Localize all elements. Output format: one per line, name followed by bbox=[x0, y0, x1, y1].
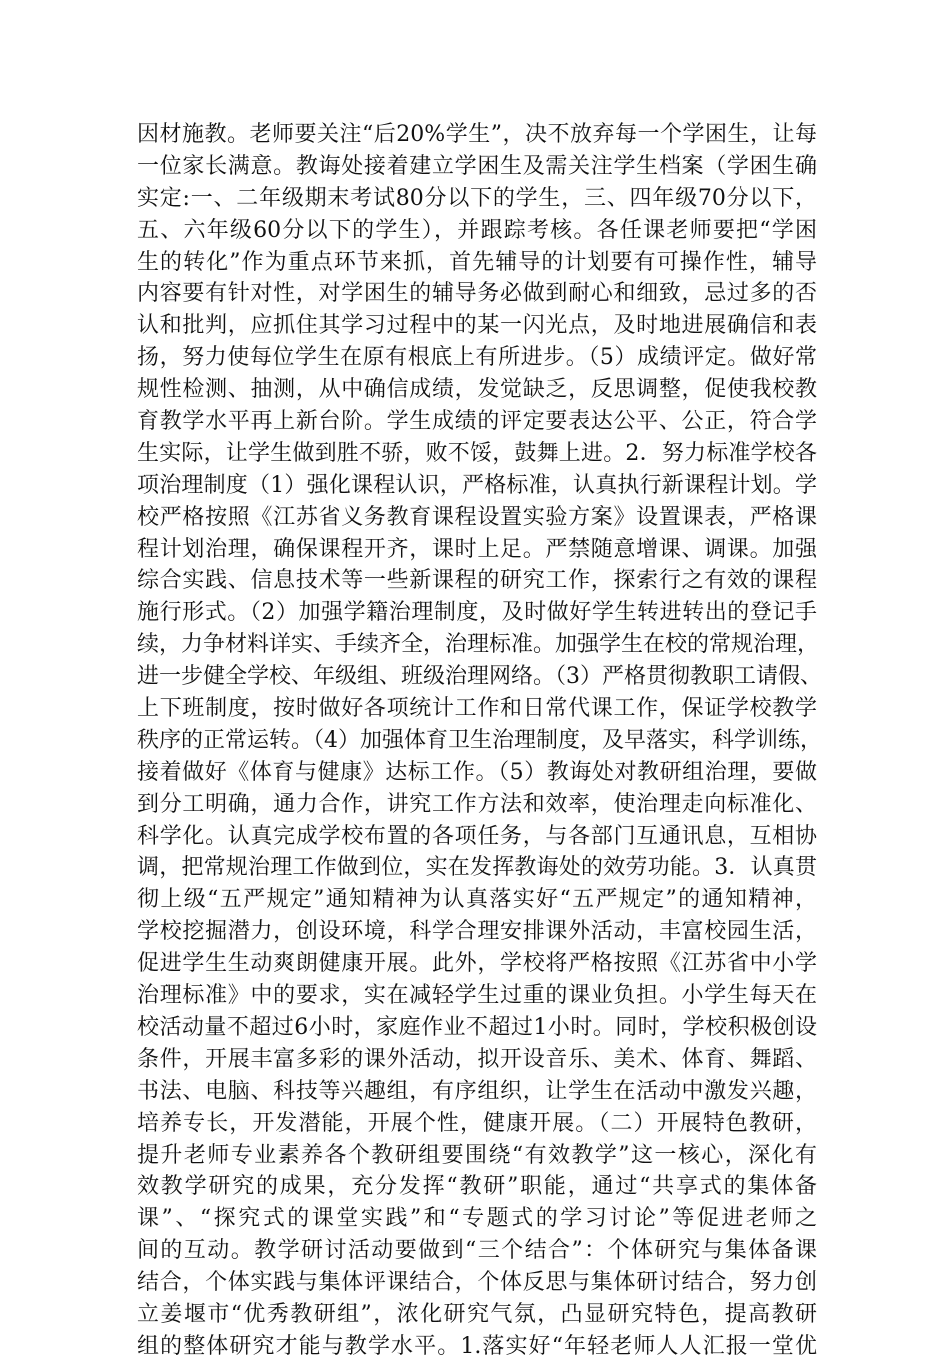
text-line: 科学化。认真完成学校布置的各项任务，与各部门互通讯息，互相协 bbox=[137, 823, 817, 849]
text-line: 生的转化”作为重点环节来抓，首先辅导的计划要有可操作性，辅导 bbox=[137, 249, 817, 275]
text-line: 生实际，让学生做到胜不骄，败不馁，鼓舞上进。2．努力标准学校各 bbox=[137, 440, 817, 466]
text-line: 课”、“探究式的课堂实践”和“专题式的学习讨论”等促进老师之 bbox=[137, 1206, 817, 1232]
text-line: 规性检测、抽测，从中确信成绩，发觉缺乏，反思调整，促使我校教 bbox=[137, 377, 817, 403]
text-line: 立姜堰市“优秀教研组”，浓化研究气氛，凸显研究特色，提高教研 bbox=[137, 1301, 817, 1327]
text-line: 彻上级“五严规定”通知精神为认真落实好“五严规定”的通知精神， bbox=[137, 887, 817, 913]
text-line: 书法、电脑、科技等兴趣组，有序组织，让学生在活动中激发兴趣， bbox=[137, 1078, 817, 1104]
text-line: 实定:一、二年级期末考试80分以下的学生，三、四年级70分以下， bbox=[137, 185, 817, 211]
text-line: 组的整体研究才能与教学水平。1.落实好“年轻老师人人汇报一堂优 bbox=[137, 1333, 817, 1359]
text-line: 治理标准》中的要求，实在减轻学生过重的课业负担。小学生每天在 bbox=[137, 983, 817, 1009]
text-line: 提升老师专业素养各个教研组要围绕“有效教学”这一核心，深化有 bbox=[137, 1142, 817, 1168]
text-line: 程计划治理，确保课程开齐，课时上足。严禁随意增课、调课。加强 bbox=[137, 536, 817, 562]
text-line: 施行形式。（2）加强学籍治理制度，及时做好学生转进转出的登记手 bbox=[137, 600, 817, 626]
text-line: 因材施教。老师要关注“后20%学生”，决不放弃每一个学困生，让每 bbox=[137, 122, 817, 147]
text-line: 内容要有针对性，对学困生的辅导务必做到耐心和细致，忌过多的否 bbox=[137, 281, 817, 307]
text-line: 续，力争材料详实、手续齐全，治理标准。加强学生在校的常规治理， bbox=[137, 632, 820, 658]
text-line: 综合实践、信息技术等一些新课程的研究工作，探索行之有效的课程 bbox=[137, 568, 817, 594]
text-line: 上下班制度，按时做好各项统计工作和日常代课工作，保证学校教学 bbox=[137, 696, 817, 722]
text-line: 五、六年级60分以下的学生），并跟踪考核。各任课老师要把“学困 bbox=[137, 217, 817, 243]
text-line: 到分工明确，通力合作，讲究工作方法和效率，使治理走向标准化、 bbox=[137, 791, 817, 817]
text-line: 间的互动。教学研讨活动要做到“三个结合”：个体研究与集体备课 bbox=[137, 1238, 817, 1264]
body-text bbox=[137, 119, 822, 1363]
text-line: 促进学生生动爽朗健康开展。此外，学校将严格按照《江苏省中小学 bbox=[137, 951, 817, 977]
text-line: 接着做好《体育与健康》达标工作。（5）教诲处对教研组治理，要做 bbox=[137, 759, 817, 785]
text-line: 条件，开展丰富多彩的课外活动，拟开设音乐、美术、体育、舞蹈、 bbox=[137, 1046, 817, 1072]
text-line: 培养专长，开发潜能，开展个性，健康开展。（二）开展特色教研， bbox=[137, 1110, 817, 1136]
text-line: 扬，努力使每位学生在原有根底上有所进步。（5）成绩评定。做好常 bbox=[137, 345, 817, 371]
text-line: 调，把常规治理工作做到位，实在发挥教诲处的效劳功能。3．认真贯 bbox=[137, 855, 817, 881]
text-line: 育教学水平再上新台阶。学生成绩的评定要表达公平、公正，符合学 bbox=[137, 409, 817, 435]
text-line: 校活动量不超过6小时，家庭作业不超过1小时。同时，学校积极创设 bbox=[137, 1014, 817, 1040]
text-line: 校严格按照《江苏省义务教育课程设置实验方案》设置课表，严格课 bbox=[137, 504, 817, 530]
text-line: 秩序的正常运转。（4）加强体育卫生治理制度，及早落实，科学训练， bbox=[137, 727, 822, 753]
text-line: 结合，个体实践与集体评课结合，个体反思与集体研讨结合，努力创 bbox=[137, 1270, 817, 1296]
text-line: 一位家长满意。教诲处接着建立学困生及需关注学生档案（学困生确 bbox=[137, 153, 817, 179]
text-line: 学校挖掘潜力，创设环境，科学合理安排课外活动，丰富校园生活， bbox=[137, 919, 817, 945]
text-line: 效教学研究的成果，充分发挥“教研”职能，通过“共享式的集体备 bbox=[137, 1174, 817, 1200]
text-line: 项治理制度（1）强化课程认识，严格标准，认真执行新课程计划。学 bbox=[137, 472, 817, 498]
text-line: 进一步健全学校、年级组、班级治理网络。（3）严格贯彻教职工请假、 bbox=[137, 664, 822, 690]
text-line: 认和批判，应抓住其学习过程中的某一闪光点，及时地进展确信和表 bbox=[137, 313, 817, 339]
